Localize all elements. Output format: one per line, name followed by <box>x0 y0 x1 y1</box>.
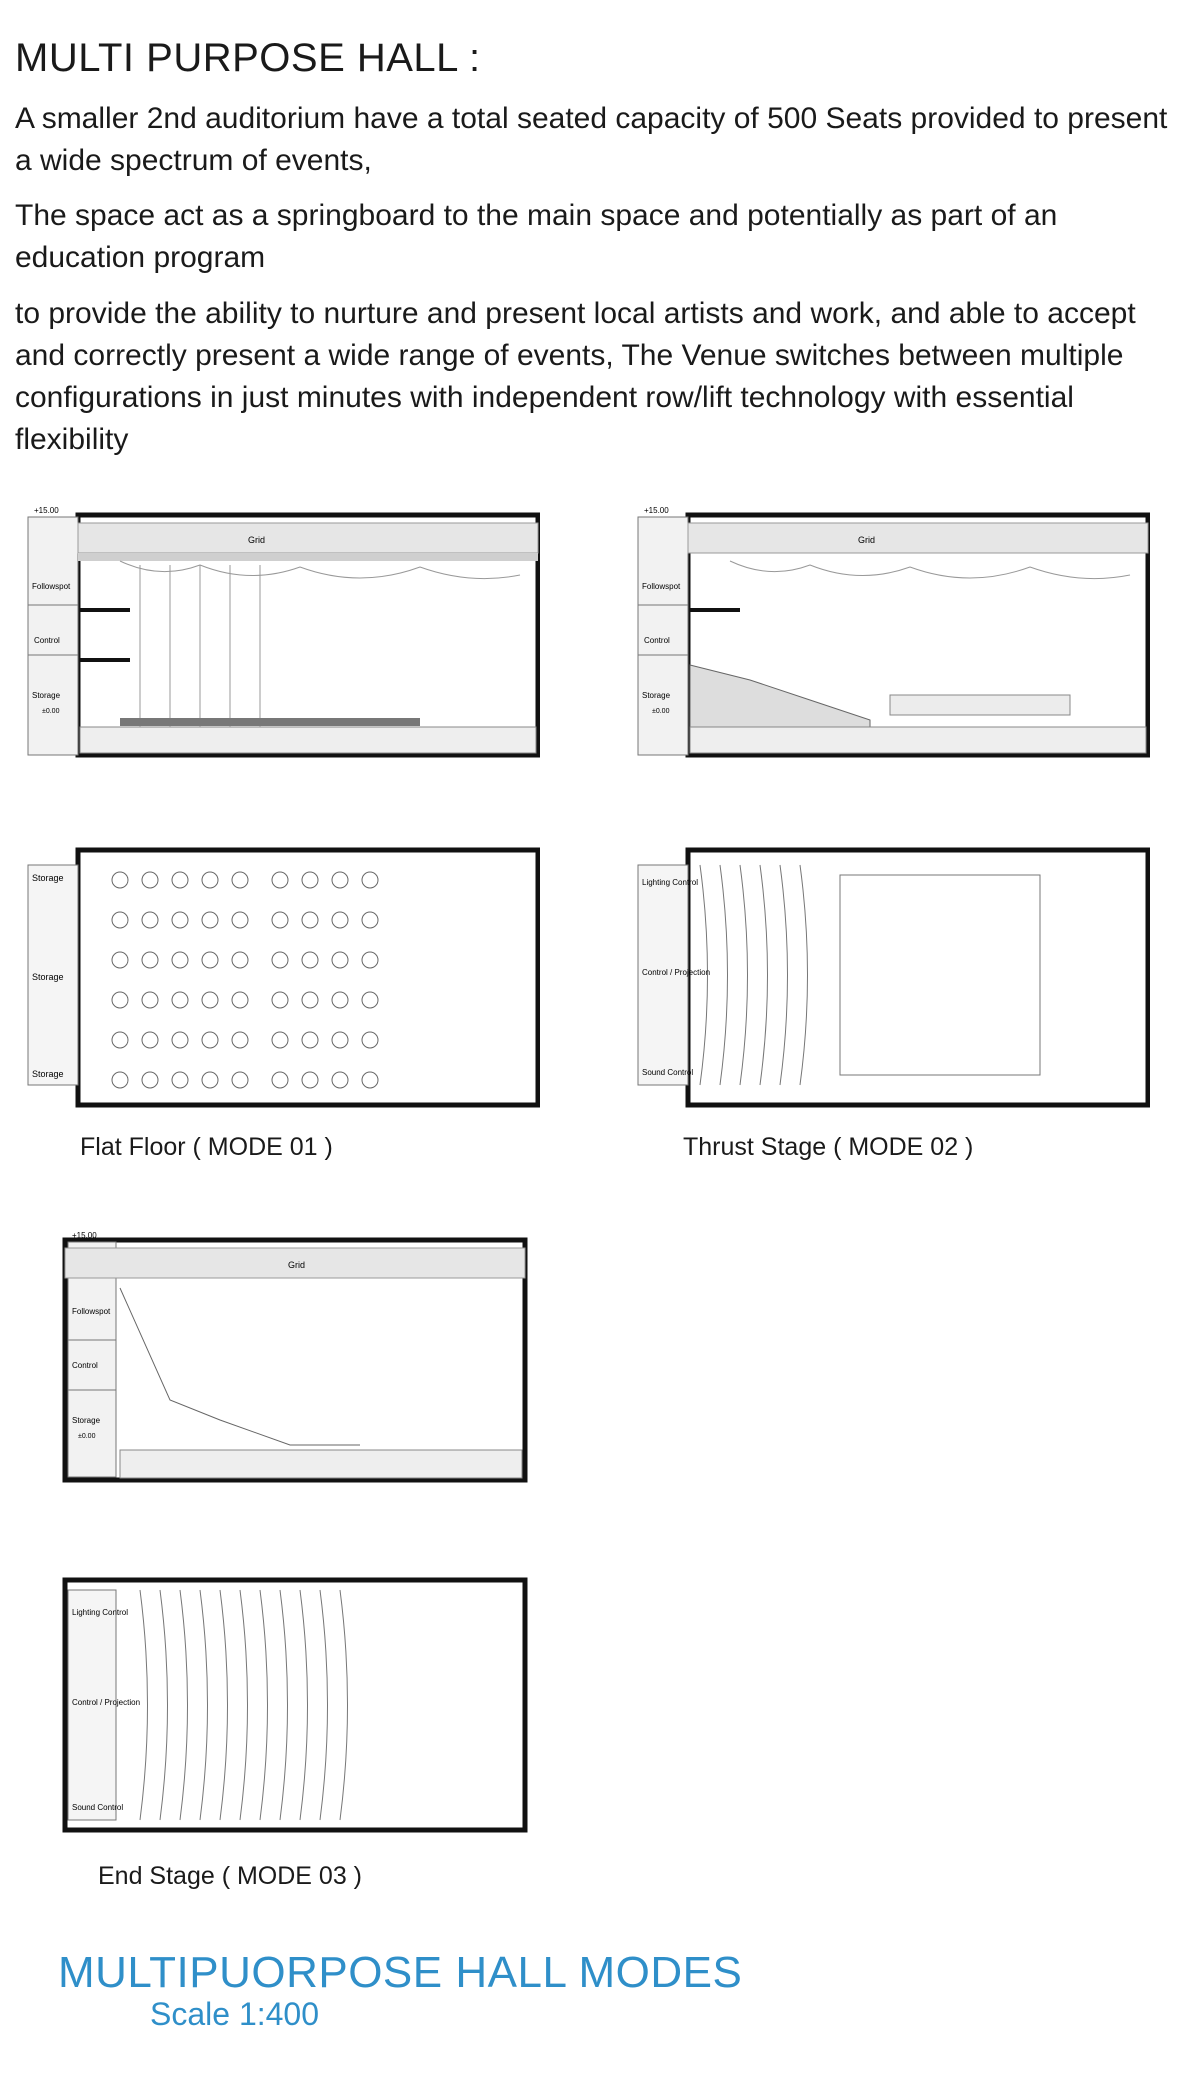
mode03-control-label: Control <box>72 1361 98 1370</box>
mode01-storage-label-1: Storage <box>32 873 64 883</box>
mode02-section-drawing <box>630 505 1150 760</box>
mode03-grid-label: Grid <box>288 1260 306 1270</box>
mode01-grid-label: Grid <box>248 535 266 545</box>
mode03-ground-level-label: ±0.00 <box>78 1433 96 1440</box>
mode03-lighting-control-label: Lighting Control <box>72 1608 129 1617</box>
caption-mode01: Flat Floor ( MODE 01 ) <box>80 1133 333 1161</box>
page-title: MULTI PURPOSE HALL : <box>15 36 481 80</box>
mode03-sound-control-label: Sound Control <box>72 1803 124 1812</box>
mode02-control-projection-label: Control / Projection <box>642 968 711 977</box>
mode01-control-label: Control <box>34 636 60 645</box>
paragraph-springboard: The space act as a springboard to the main space and potentially as part of an education program <box>15 199 1058 274</box>
mode03-top-level-label: +15.00 <box>72 1231 97 1240</box>
mode01-ground-level-label: ±0.00 <box>42 708 60 715</box>
mode03-storage-label: Storage <box>72 1416 101 1425</box>
mode02-ground-level-label: ±0.00 <box>652 708 670 715</box>
mode01-plan-drawing <box>20 845 540 1110</box>
mode01-storage-label-2: Storage <box>32 972 64 982</box>
mode01-top-level-label: +15.00 <box>34 506 59 515</box>
mode02-sound-control-label: Sound Control <box>642 1068 694 1077</box>
paragraph-flexibility: to provide the ability to nurture and present local artists and work, and able to accept and correctly present a wide range of events, The Venue switches between multiple configurations in just minutes with independent row/lift technology with essential flexibility <box>15 297 1136 456</box>
mode02-storage-label: Storage <box>642 691 671 700</box>
mode02-control-label: Control <box>644 636 670 645</box>
mode01-section-drawing <box>20 505 540 760</box>
caption-mode02: Thrust Stage ( MODE 02 ) <box>683 1133 974 1161</box>
mode02-followspot-label: Followspot <box>642 582 681 591</box>
mode02-plan-drawing <box>630 845 1150 1110</box>
mode03-control-projection-label: Control / Projection <box>72 1698 141 1707</box>
caption-mode03: End Stage ( MODE 03 ) <box>98 1862 363 1890</box>
footer-title: MULTIPUORPOSE HALL MODES <box>58 1948 743 1997</box>
mode01-storage-label: Storage <box>32 691 61 700</box>
mode01-followspot-label: Followspot <box>32 582 71 591</box>
mode02-grid-label: Grid <box>858 535 876 545</box>
mode03-section-drawing <box>60 1230 530 1485</box>
mode02-top-level-label: +15.00 <box>644 506 669 515</box>
footer-scale: Scale 1:400 <box>150 1996 320 2032</box>
mode02-lighting-control-label: Lighting Control <box>642 878 699 887</box>
mode03-followspot-label: Followspot <box>72 1307 111 1316</box>
mode01-storage-label-3: Storage <box>32 1069 64 1079</box>
mode03-plan-drawing <box>60 1570 530 1835</box>
paragraph-capacity: A smaller 2nd auditorium have a total seated capacity of 500 Seats provided to present a wide spectrum of events, <box>15 102 1168 177</box>
